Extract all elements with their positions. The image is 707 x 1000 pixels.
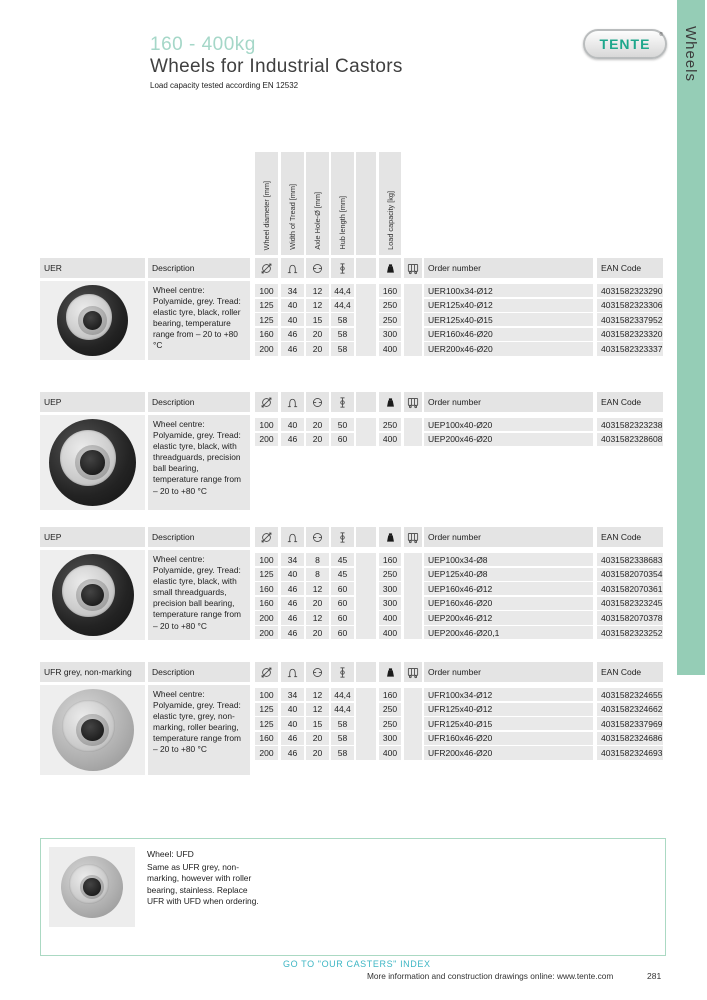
- wheel-diameter-value: 160: [255, 732, 278, 745]
- wheel-diameter-value: 200: [255, 611, 278, 624]
- column-icon-cell: [255, 258, 278, 278]
- order-number-value: UER125x40-Ø12: [424, 299, 593, 312]
- blank-data-strip: [356, 418, 376, 446]
- cart-icon: [406, 531, 420, 544]
- order-number-value: UFR100x34-Ø12: [424, 688, 593, 701]
- wheel-diameter-value: 125: [255, 717, 278, 730]
- column-icon-cell: [281, 258, 304, 278]
- load-capacity-value: 400: [379, 611, 401, 624]
- axle-hole-icon: [311, 531, 324, 544]
- tread-width-icon: [286, 396, 299, 409]
- column-icon-cell: [306, 527, 329, 547]
- load-capacity-value: 300: [379, 582, 401, 595]
- load-range-title: 160 - 400kg: [150, 34, 256, 55]
- wheel-photo: [57, 285, 128, 356]
- product-description: Wheel centre: Polyamide, grey. Tread: elastic tyre, black, roller bearing, temperature range from – 20 to +80 °C: [148, 281, 250, 360]
- hub-length-icon: [336, 666, 349, 679]
- column-icon-cell: [281, 527, 304, 547]
- ean-code-value: 4031582323290: [597, 284, 663, 297]
- page-subtitle: Load capacity tested according EN 12532: [150, 81, 299, 90]
- axle-hole-value: 15: [306, 313, 329, 326]
- column-icon-cell: [255, 662, 278, 682]
- column-icon-cell: [306, 392, 329, 412]
- order-number-value: UEP100x34-Ø8: [424, 553, 593, 566]
- section-name-cell: UER: [40, 258, 145, 278]
- section-name-cell: UEP: [40, 527, 145, 547]
- column-label: Hub length [mm]: [338, 196, 347, 250]
- column-strip-blank: [356, 152, 376, 255]
- cart-header-cell: [404, 258, 422, 278]
- cart-data-strip: [404, 688, 422, 760]
- hub-length-value: 60: [331, 611, 354, 624]
- ean-code-value: 4031582070354: [597, 568, 663, 581]
- load-capacity-header-cell: [379, 662, 401, 682]
- hub-length-value: 58: [331, 717, 354, 730]
- column-label-strip: [306, 152, 329, 255]
- column-icon-cell: [281, 392, 304, 412]
- cart-header-cell: [404, 527, 422, 547]
- ean-code-header-cell: EAN Code: [597, 662, 663, 682]
- ean-code-header-cell: EAN Code: [597, 392, 663, 412]
- ean-code-value: 4031582070361: [597, 582, 663, 595]
- order-number-value: UER100x34-Ø12: [424, 284, 593, 297]
- ean-code-value: 4031582328608: [597, 433, 663, 446]
- tread-width-icon: [286, 531, 299, 544]
- wheel-diameter-value: 100: [255, 284, 278, 297]
- axle-hole-value: 20: [306, 418, 329, 431]
- load-capacity-value: 160: [379, 553, 401, 566]
- ean-code-value: 4031582070378: [597, 611, 663, 624]
- tread-width-value: 34: [281, 688, 304, 701]
- wheel-diameter-icon: [260, 666, 273, 679]
- wheel-diameter-icon: [260, 396, 273, 409]
- wheel-axle-hole: [81, 719, 104, 742]
- tread-width-icon: [286, 666, 299, 679]
- hub-length-value: 58: [331, 746, 354, 759]
- wheel-diameter-value: 125: [255, 568, 278, 581]
- ean-code-value: 4031582324662: [597, 703, 663, 716]
- axle-hole-value: 20: [306, 746, 329, 759]
- load-capacity-header-cell: [379, 527, 401, 547]
- load-capacity-value: 300: [379, 597, 401, 610]
- axle-hole-icon: [311, 262, 324, 275]
- load-capacity-icon: [384, 666, 397, 679]
- hub-length-value: 45: [331, 568, 354, 581]
- blank-data-strip: [356, 688, 376, 760]
- product-description: Wheel centre: Polyamide, grey. Tread: elastic tyre, black, with small threadguards, precision ball bearing, temperature range from – 20 to +80 °C: [148, 550, 250, 640]
- ean-code-value: 4031582324655: [597, 688, 663, 701]
- order-number-value: UER160x46-Ø20: [424, 328, 593, 341]
- order-number-value: UFR125x40-Ø15: [424, 717, 593, 730]
- column-icon-cell: [306, 258, 329, 278]
- hub-length-value: 60: [331, 433, 354, 446]
- load-capacity-value: 250: [379, 313, 401, 326]
- ufd-wheel-image: [49, 847, 135, 927]
- tente-logo-text: TENTE: [599, 36, 651, 52]
- tread-width-value: 40: [281, 299, 304, 312]
- hub-length-value: 58: [331, 328, 354, 341]
- axle-hole-value: 20: [306, 342, 329, 355]
- order-number-value: UEP200x46-Ø20,1: [424, 626, 593, 639]
- axle-hole-icon: [311, 666, 324, 679]
- wheel-diameter-value: 160: [255, 328, 278, 341]
- cart-data-strip: [404, 418, 422, 446]
- wheel-diameter-value: 200: [255, 626, 278, 639]
- tread-width-value: 40: [281, 418, 304, 431]
- axle-hole-value: 8: [306, 553, 329, 566]
- hub-length-value: 44,4: [331, 688, 354, 701]
- load-capacity-header-cell: [379, 258, 401, 278]
- ean-code-header-cell: EAN Code: [597, 258, 663, 278]
- ean-code-value: 4031582324693: [597, 746, 663, 759]
- column-icon-cell: [331, 392, 354, 412]
- blank-data-strip: [356, 553, 376, 639]
- ean-code-value: 4031582323238: [597, 418, 663, 431]
- wheel-diameter-value: 125: [255, 313, 278, 326]
- column-icon-cell: [331, 527, 354, 547]
- axle-hole-value: 20: [306, 626, 329, 639]
- chapter-tab-wheels[interactable]: [677, 0, 705, 675]
- cart-data-strip: [404, 284, 422, 356]
- tread-width-value: 46: [281, 746, 304, 759]
- axle-hole-value: 20: [306, 597, 329, 610]
- order-number-value: UEP100x40-Ø20: [424, 418, 593, 431]
- load-capacity-value: 250: [379, 418, 401, 431]
- order-number-value: UEP200x46-Ø12: [424, 611, 593, 624]
- order-number-value: UFR125x40-Ø12: [424, 703, 593, 716]
- hub-length-value: 44,4: [331, 299, 354, 312]
- axle-hole-value: 12: [306, 611, 329, 624]
- load-capacity-icon: [384, 531, 397, 544]
- wheel-photo: [52, 689, 134, 771]
- ean-code-value: 4031582337952: [597, 313, 663, 326]
- axle-hole-value: 12: [306, 284, 329, 297]
- footer-info: More information and construction drawings online: www.tente.com: [367, 971, 614, 981]
- tread-width-value: 40: [281, 568, 304, 581]
- ean-code-value: 4031582323252: [597, 626, 663, 639]
- column-label-strip: [255, 152, 278, 255]
- order-number-header-cell: Order number: [424, 662, 593, 682]
- column-icon-cell: [255, 392, 278, 412]
- description-header-cell: Description: [148, 258, 250, 278]
- cart-header-cell: [404, 392, 422, 412]
- column-label: Wheel diameter [mm]: [262, 180, 271, 250]
- wheel-diameter-value: 100: [255, 418, 278, 431]
- tread-width-value: 34: [281, 284, 304, 297]
- wheel-diameter-value: 200: [255, 342, 278, 355]
- product-wheel-image: [40, 281, 145, 360]
- wheel-diameter-value: 100: [255, 688, 278, 701]
- wheel-photo: [49, 419, 136, 506]
- column-icon-cell: [306, 662, 329, 682]
- order-number-value: UFR200x46-Ø20: [424, 746, 593, 759]
- tread-width-value: 46: [281, 626, 304, 639]
- description-header-cell: Description: [148, 662, 250, 682]
- load-capacity-value: 400: [379, 626, 401, 639]
- cart-icon: [406, 262, 420, 275]
- load-capacity-value: 250: [379, 568, 401, 581]
- description-header-cell: Description: [148, 392, 250, 412]
- load-capacity-icon: [384, 396, 397, 409]
- tread-width-value: 40: [281, 703, 304, 716]
- column-label: Width of Tread [mm]: [288, 184, 297, 250]
- column-label: Load capacity [kg]: [385, 191, 395, 250]
- order-number-header-cell: Order number: [424, 258, 593, 278]
- product-description: Wheel centre: Polyamide, grey. Tread: elastic tyre, grey, non-marking, roller bearing, temperature range from – 20 to +80 °C: [148, 685, 250, 775]
- chapter-tab-label: Wheels: [682, 26, 699, 83]
- load-capacity-header-cell: [379, 392, 401, 412]
- load-capacity-value: 400: [379, 433, 401, 446]
- cart-header-cell: [404, 662, 422, 682]
- cart-icon: [406, 396, 420, 409]
- order-number-header-cell: Order number: [424, 392, 593, 412]
- hub-length-value: 60: [331, 597, 354, 610]
- blank-header-cell: [356, 527, 376, 547]
- load-capacity-icon: [384, 262, 397, 275]
- tread-width-value: 46: [281, 582, 304, 595]
- ufd-wheel-photo: [61, 856, 123, 918]
- cart-icon: [406, 666, 420, 679]
- load-capacity-value: 160: [379, 688, 401, 701]
- tente-logo: [583, 29, 667, 59]
- column-icon-cell: [255, 527, 278, 547]
- hub-length-value: 58: [331, 732, 354, 745]
- product-description: Wheel centre: Polyamide, grey. Tread: elastic tyre, black, with threadguards, precision ball bearing, temperature range from – 20 to +80 °C: [148, 415, 250, 510]
- hub-length-icon: [336, 531, 349, 544]
- order-number-value: UEP160x46-Ø20: [424, 597, 593, 610]
- axle-hole-icon: [311, 396, 324, 409]
- tread-width-value: 46: [281, 611, 304, 624]
- order-number-value: UEP160x46-Ø12: [424, 582, 593, 595]
- wheel-axle-hole: [83, 878, 100, 895]
- hub-length-value: 58: [331, 313, 354, 326]
- hub-length-value: 60: [331, 582, 354, 595]
- column-label-strip: [331, 152, 354, 255]
- ean-code-value: 4031582338683: [597, 553, 663, 566]
- hub-length-value: 45: [331, 553, 354, 566]
- tread-width-value: 40: [281, 717, 304, 730]
- tread-width-value: 46: [281, 433, 304, 446]
- registered-mark: ®: [659, 32, 663, 38]
- tread-width-value: 34: [281, 553, 304, 566]
- wheel-diameter-value: 200: [255, 433, 278, 446]
- axle-hole-value: 15: [306, 717, 329, 730]
- order-number-value: UEP125x40-Ø8: [424, 568, 593, 581]
- order-number-value: UER200x46-Ø20: [424, 342, 593, 355]
- hub-length-value: 50: [331, 418, 354, 431]
- tread-width-value: 46: [281, 328, 304, 341]
- product-wheel-image: [40, 415, 145, 510]
- ean-code-value: 4031582324686: [597, 732, 663, 745]
- wheel-diameter-value: 125: [255, 299, 278, 312]
- load-capacity-value: 250: [379, 299, 401, 312]
- load-capacity-value: 300: [379, 732, 401, 745]
- blank-header-cell: [356, 258, 376, 278]
- ufd-text: Same as UFR grey, non-marking, however with roller bearing, stainless. Replace UFR with UFD when ordering.: [147, 862, 259, 907]
- section-name-cell: UEP: [40, 392, 145, 412]
- load-capacity-value: 250: [379, 717, 401, 730]
- wheel-axle-hole: [81, 584, 104, 607]
- axle-hole-value: 12: [306, 582, 329, 595]
- axle-hole-value: 12: [306, 688, 329, 701]
- hub-length-icon: [336, 396, 349, 409]
- description-header-cell: Description: [148, 527, 250, 547]
- column-icon-cell: [331, 662, 354, 682]
- ean-code-value: 4031582323306: [597, 299, 663, 312]
- ean-code-value: 4031582337969: [597, 717, 663, 730]
- axle-hole-value: 12: [306, 299, 329, 312]
- blank-data-strip: [356, 284, 376, 356]
- tread-width-value: 40: [281, 313, 304, 326]
- load-capacity-value: 300: [379, 328, 401, 341]
- hub-length-value: 60: [331, 626, 354, 639]
- wheel-diameter-value: 200: [255, 746, 278, 759]
- wheel-diameter-value: 100: [255, 553, 278, 566]
- load-capacity-value: 160: [379, 284, 401, 297]
- order-number-value: UFR160x46-Ø20: [424, 732, 593, 745]
- section-name-cell: UFR grey, non-marking: [40, 662, 145, 682]
- axle-hole-value: 20: [306, 732, 329, 745]
- ufd-info-box: [40, 838, 666, 956]
- load-capacity-value: 400: [379, 342, 401, 355]
- tread-width-value: 46: [281, 732, 304, 745]
- load-capacity-value: 250: [379, 703, 401, 716]
- tread-width-icon: [286, 262, 299, 275]
- tread-width-value: 46: [281, 342, 304, 355]
- order-number-value: UER125x40-Ø15: [424, 313, 593, 326]
- ean-code-value: 4031582323320: [597, 328, 663, 341]
- load-capacity-value: 400: [379, 746, 401, 759]
- blank-header-cell: [356, 392, 376, 412]
- wheel-photo: [52, 554, 134, 636]
- wheel-diameter-icon: [260, 531, 273, 544]
- ean-code-value: 4031582323245: [597, 597, 663, 610]
- product-wheel-image: [40, 550, 145, 640]
- column-icon-cell: [331, 258, 354, 278]
- axle-hole-value: 20: [306, 328, 329, 341]
- tread-width-value: 46: [281, 597, 304, 610]
- ean-code-header-cell: EAN Code: [597, 527, 663, 547]
- hub-length-icon: [336, 262, 349, 275]
- order-number-header-cell: Order number: [424, 527, 593, 547]
- product-wheel-image: [40, 685, 145, 775]
- hub-length-value: 44,4: [331, 284, 354, 297]
- column-label-strip: [379, 152, 401, 255]
- column-label-strip: [281, 152, 304, 255]
- ufd-title: Wheel: UFD: [147, 849, 194, 859]
- page-number: 281: [647, 971, 662, 981]
- column-label: Axle Hole-Ø [mm]: [313, 192, 322, 250]
- order-number-value: UEP200x46-Ø20: [424, 433, 593, 446]
- axle-hole-value: 20: [306, 433, 329, 446]
- wheel-diameter-icon: [260, 262, 273, 275]
- hub-length-value: 44,4: [331, 703, 354, 716]
- hub-length-value: 58: [331, 342, 354, 355]
- axle-hole-value: 8: [306, 568, 329, 581]
- column-icon-cell: [281, 662, 304, 682]
- ean-code-value: 4031582323337: [597, 342, 663, 355]
- wheel-diameter-value: 125: [255, 703, 278, 716]
- cart-data-strip: [404, 553, 422, 639]
- wheel-axle-hole: [80, 450, 104, 474]
- wheel-diameter-value: 160: [255, 597, 278, 610]
- axle-hole-value: 12: [306, 703, 329, 716]
- wheel-diameter-value: 160: [255, 582, 278, 595]
- blank-header-cell: [356, 662, 376, 682]
- casters-index-link[interactable]: GO TO "OUR CASTERS" INDEX: [283, 959, 431, 969]
- page-title: Wheels for Industrial Castors: [150, 56, 403, 77]
